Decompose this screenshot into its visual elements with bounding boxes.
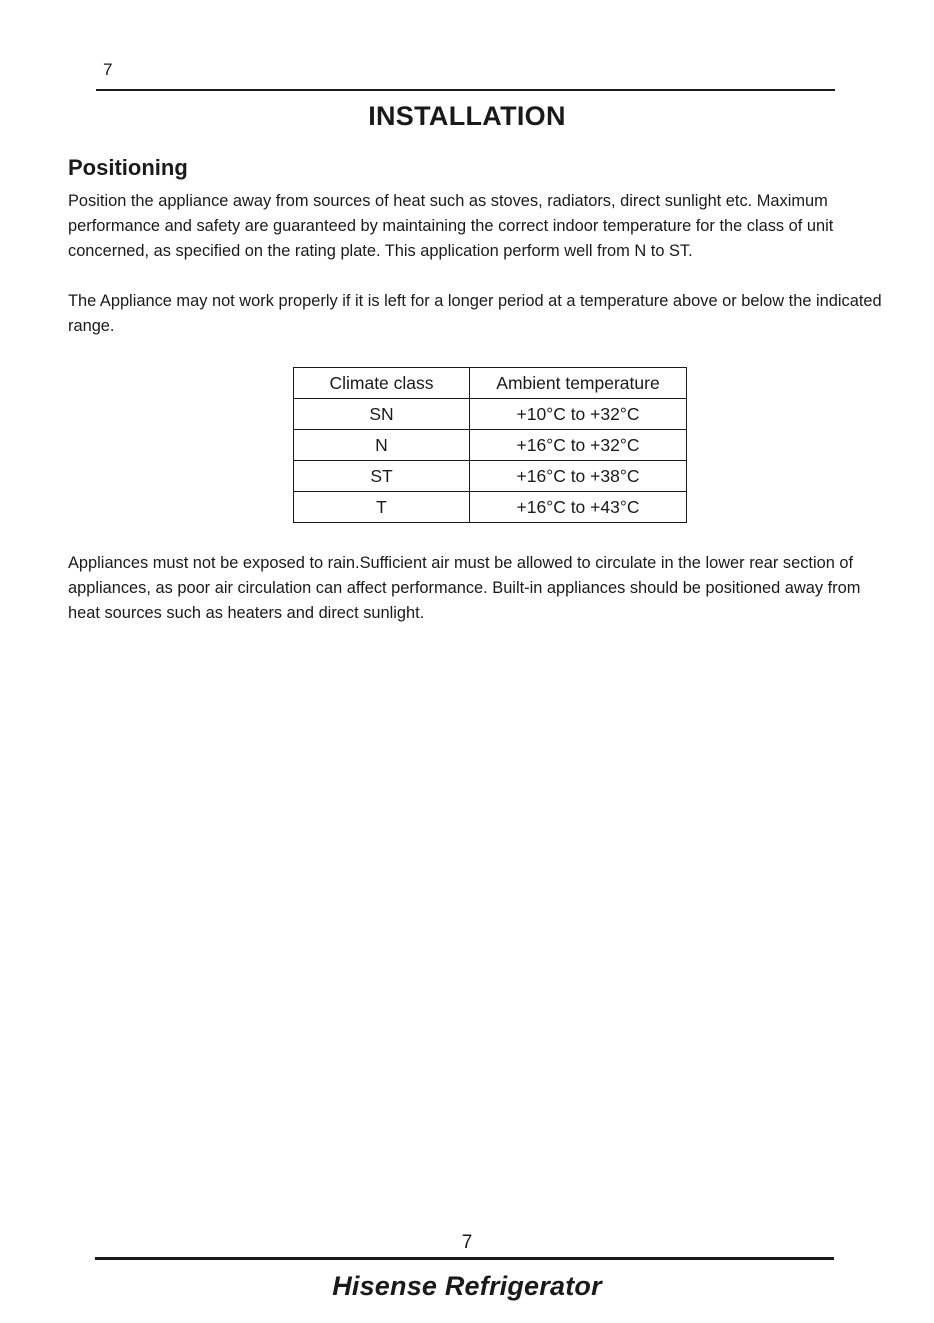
- climate-class-cell: T: [294, 492, 470, 523]
- climate-class-table: [293, 367, 687, 523]
- section-heading: Positioning: [68, 155, 188, 180]
- paragraph-air-circulation: Appliances must not be exposed to rain.Sufficient air must be allowed to circulate in the lower rear section of appliances, as poor air circulation can affect performance. Built-in appliances should be positioned away from heat sources such as heaters and direct sunlight.: [68, 554, 861, 622]
- header-rule: [96, 89, 835, 91]
- climate-class-cell: ST: [294, 461, 470, 492]
- table-row: [294, 461, 687, 492]
- climate-class-cell: SN: [294, 399, 470, 430]
- footer-rule: [95, 1257, 834, 1260]
- page-number-bottom: 7: [461, 1232, 473, 1253]
- page-number-top: 7: [103, 60, 113, 79]
- table-row: [294, 492, 687, 523]
- paragraph-positioning: Position the appliance away from sources of heat such as stoves, radiators, direct sunlight etc. Maximum performance and safety are guaranteed by maintaining the correct indoor temperature for the class of unit concerned, as specified on the rating plate. This application perform well from N to ST.: [68, 192, 834, 260]
- table-header-row: [294, 368, 687, 399]
- climate-class-cell: N: [294, 430, 470, 461]
- brand-footer: Hisense Refrigerator: [332, 1271, 602, 1301]
- temperature-cell: +16°C to +32°C: [470, 430, 687, 461]
- column-header-climate-class: Climate class: [294, 368, 470, 399]
- column-header-ambient-temperature: Ambient temperature: [470, 368, 687, 399]
- table-row: [294, 399, 687, 430]
- temperature-cell: +16°C to +43°C: [470, 492, 687, 523]
- table-row: [294, 430, 687, 461]
- page-title: INSTALLATION: [368, 101, 566, 131]
- temperature-cell: +16°C to +38°C: [470, 461, 687, 492]
- paragraph-temperature-warning: The Appliance may not work properly if it is left for a longer period at a temperature above or below the indicated range.: [68, 292, 882, 335]
- temperature-cell: +10°C to +32°C: [470, 399, 687, 430]
